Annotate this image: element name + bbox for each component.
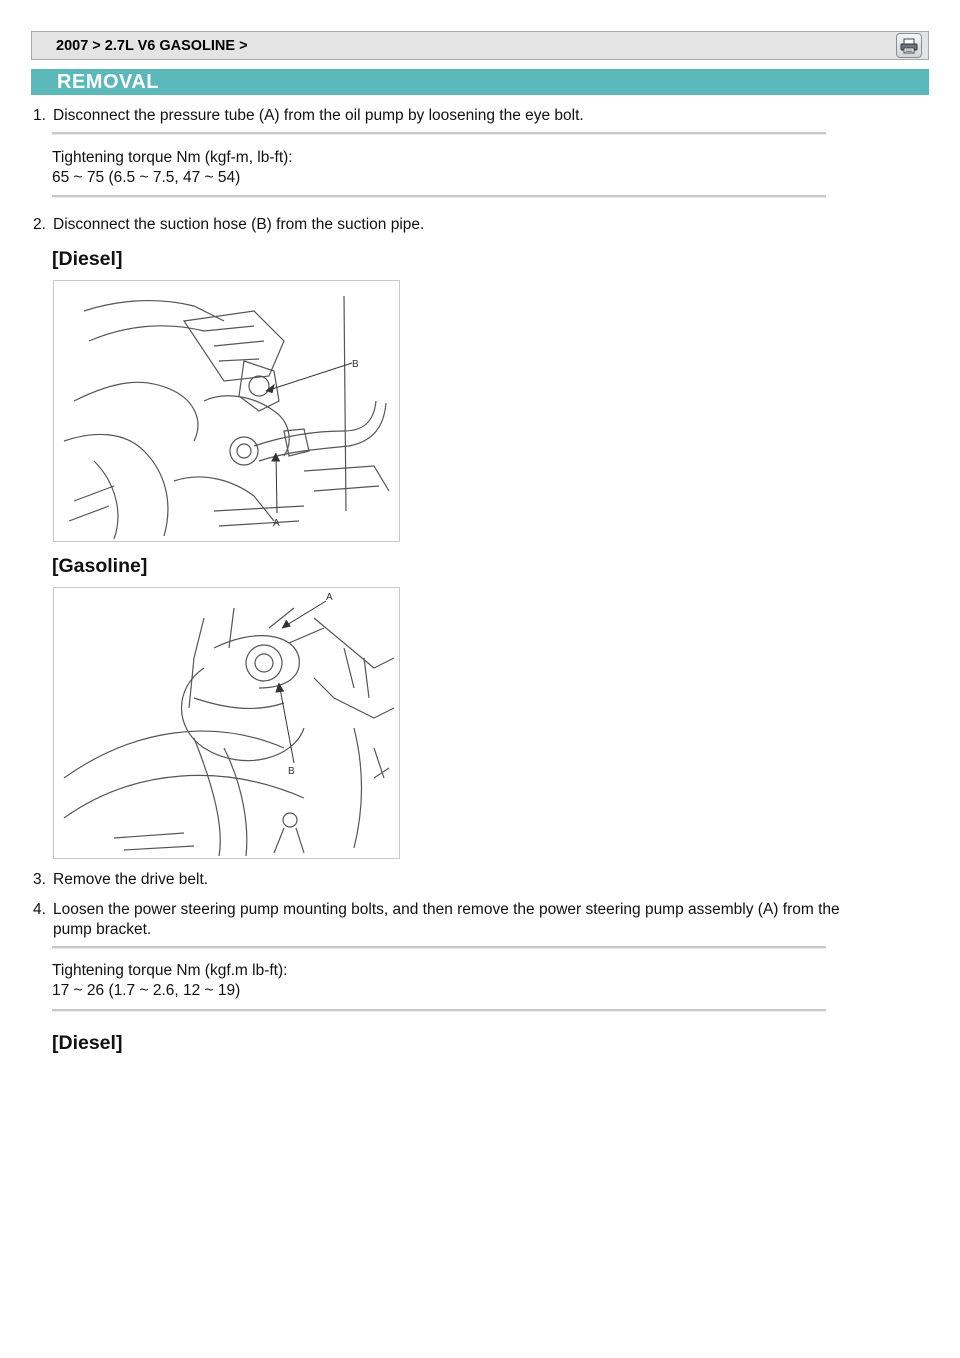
- breadcrumb-bar: [31, 31, 929, 60]
- diesel-line-drawing: [54, 281, 399, 541]
- divider: [52, 132, 826, 135]
- diesel-diagram: [53, 280, 400, 542]
- callout-a: A: [273, 518, 280, 529]
- step-text: Remove the drive belt.: [53, 871, 209, 888]
- section-title: REMOVAL: [57, 71, 160, 93]
- step-text: Disconnect the pressure tube (A) from the oil pump by loosening the eye bolt.: [53, 107, 584, 124]
- subheading-diesel: [Diesel]: [52, 1032, 123, 1054]
- breadcrumb: 2007 > 2.7L V6 GASOLINE >: [56, 38, 248, 54]
- torque-value: 17 ~ 26 (1.7 ~ 2.6, 12 ~ 19): [52, 982, 241, 999]
- print-button[interactable]: [896, 33, 922, 58]
- step-number: 2.: [33, 216, 46, 233]
- callout-b: B: [288, 766, 295, 777]
- step-number: 1.: [33, 107, 46, 124]
- step-number: 4.: [33, 901, 46, 918]
- torque-value: 65 ~ 75 (6.5 ~ 7.5, 47 ~ 54): [52, 169, 241, 186]
- gasoline-line-drawing: [54, 588, 399, 858]
- callout-a: A: [326, 592, 333, 603]
- step-number: 3.: [33, 871, 46, 888]
- subheading-gasoline: [Gasoline]: [52, 555, 148, 577]
- step-text: Disconnect the suction hose (B) from the suction pipe.: [53, 216, 425, 233]
- divider: [52, 195, 826, 198]
- subheading-diesel: [Diesel]: [52, 248, 123, 270]
- divider: [52, 946, 826, 949]
- section-header: [31, 69, 929, 95]
- step-text-line-1: Loosen the power steering pump mounting bolts, and then remove the power steering pump assembly (A) from the: [53, 901, 840, 918]
- torque-label: Tightening torque Nm (kgf.m lb-ft):: [52, 962, 288, 979]
- gasoline-diagram: [53, 587, 400, 859]
- divider: [52, 1009, 826, 1012]
- step-text-line-2: pump bracket.: [53, 921, 152, 938]
- printer-icon: [900, 38, 918, 54]
- callout-b: B: [352, 359, 359, 370]
- torque-label: Tightening torque Nm (kgf-m, lb-ft):: [52, 149, 293, 166]
